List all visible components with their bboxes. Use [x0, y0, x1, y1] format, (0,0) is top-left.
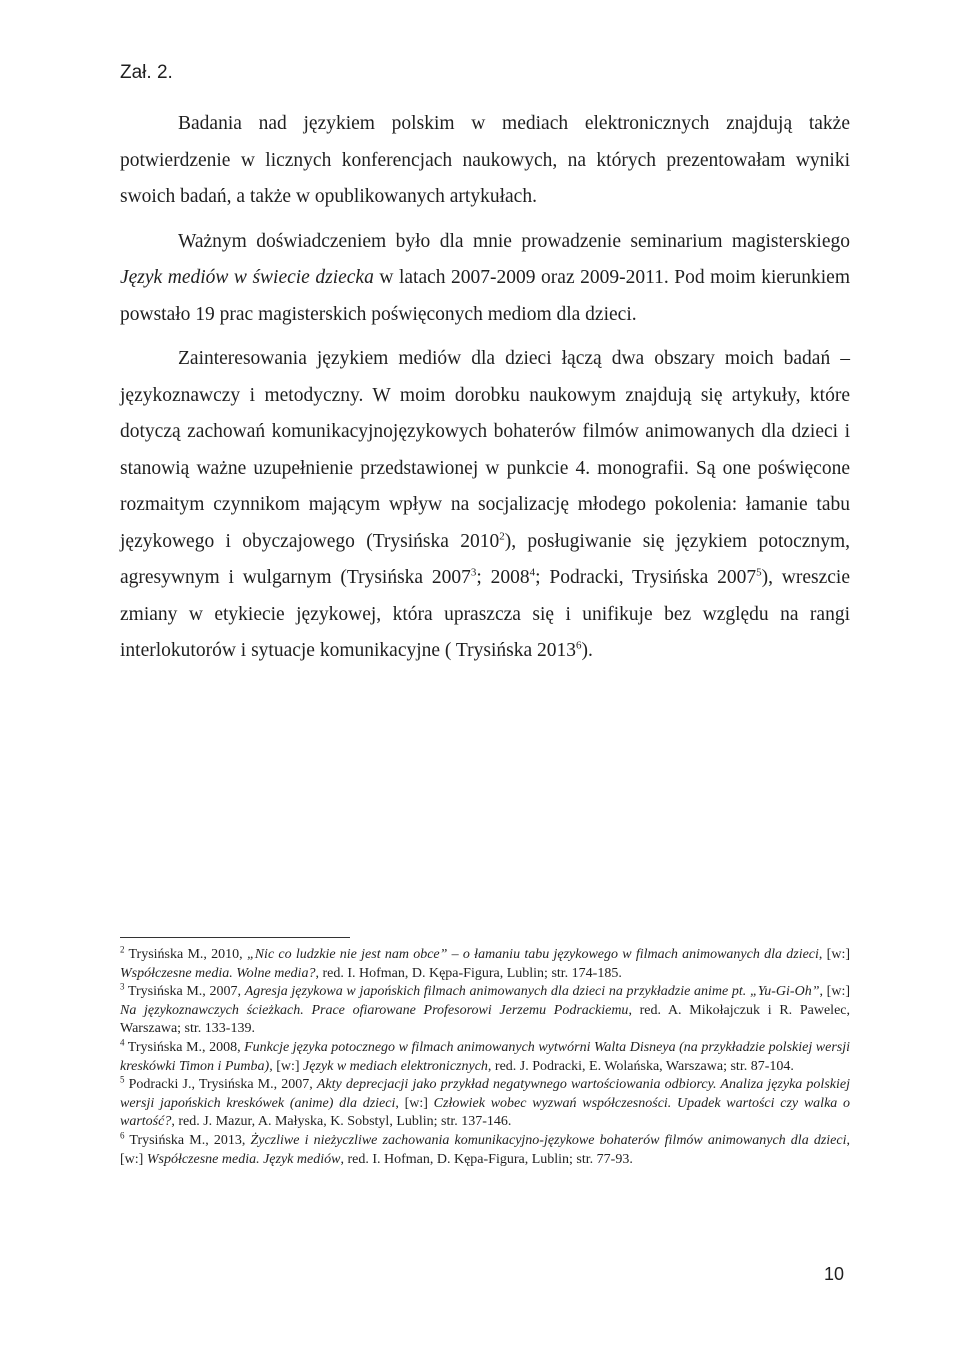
paragraph-3-text-e: ), wreszcie zmiany w etykiecie językowej, która upraszcza się i unifikuje bez względu na rangi interlokutorów i sytuacje komunikacyjne ( Trysińska 2013: [120, 567, 850, 661]
footnote-volume: Na językoznawczych ścieżkach. Prace ofiarowane Profesorowi Jerzemu Podrackiemu: [120, 1002, 629, 1018]
footnote-volume: Człowiek wobec wyzwań współczesności. Upadek wartości czy walka o wartość?: [120, 1095, 851, 1130]
footnote-details: , red. J. Podracki, E. Wolańska, Warszawa; str. 87-104.: [487, 1058, 794, 1074]
footnote-author: Trysińska M., 2008,: [124, 1039, 245, 1055]
paragraph-2-text-b: w latach 2007-2009 oraz 2009-2011. Pod moim kierunkiem powstało 19 prac magisterskich poświęconych mediom dla dzieci.: [120, 267, 851, 325]
footnote-in: , [w:]: [818, 947, 851, 962]
footnote-title: Agresja językowa w japońskich filmach animowanych dla dzieci na przykładzie anime pt. „Yu-Gi-Oh”: [244, 984, 820, 1000]
footnote-in: , [w:]: [269, 1058, 304, 1074]
footnote-4: [120, 1039, 850, 1076]
footnote-5: [120, 1076, 850, 1132]
footnote-details: , red. I. Hofman, D. Kępa-Figura, Lublin; str. 77-93.: [340, 1151, 633, 1167]
footnote-number: 4: [120, 1037, 125, 1048]
footnote-number: 3: [120, 981, 125, 992]
footnote-title: „Nic co ludzkie nie jest nam obce” – o łamaniu tabu językowego w filmach animowanych dla dzieci: [246, 947, 819, 962]
footnotes: [120, 946, 850, 1169]
footnote-volume: Współczesne media. Wolne media?: [120, 965, 316, 981]
footnote-author: Trysińska M., 2007,: [124, 984, 245, 1000]
paragraph-3-text-b: ), posługiwanie się językiem potocznym, agresywnym i wulgarnym (Trysińska 2007: [120, 530, 850, 588]
footnote-title: Życzliwe i nieżyczliwe zachowania komunikacyjno-językowe bohaterów filmów animowanych dla dzieci: [250, 1132, 847, 1148]
footnote-author: Trysińska M., 2013,: [124, 1132, 251, 1148]
footnote-3: [120, 983, 850, 1039]
footnote-in: , [w:]: [819, 984, 850, 1000]
footnote-author: Podracki J., Trysińska M., 2007,: [124, 1077, 317, 1093]
paragraph-2-text-a: Ważnym doświadczeniem było dla mnie prowadzenie seminarium magisterskiego: [178, 230, 850, 252]
footnote-title: Funkcje języka potocznego w filmach animowanych wytwórni Walta Disneya (na przykładzie polskiej wersji kreskówki Timon i Pumba): [120, 1039, 850, 1074]
footnote-author: Trysińska M., 2010,: [124, 947, 247, 962]
footnote-details: , red. A. Mikołajczuk i R. Pawelec, Warszawa; str. 133-139.: [120, 1002, 850, 1037]
footnote-volume: Język w mediach elektronicznych: [303, 1058, 488, 1074]
paragraph-3-text-d: ; Podracki, Trysińska 2007: [535, 567, 757, 588]
footnote-in: , [w:]: [120, 1132, 850, 1167]
footnote-number: 5: [120, 1074, 125, 1085]
footnote-separator: [120, 937, 350, 938]
footnote-number: 2: [120, 944, 125, 955]
footnote-volume: Współczesne media. Język mediów: [146, 1151, 341, 1167]
footnote-2: [120, 946, 850, 983]
paragraph-3: [120, 341, 850, 670]
attachment-label: Zał. 2.: [120, 62, 173, 83]
footnote-details: , red. J. Mazur, A. Małyska, K. Sobstyl, Lublin; str. 137-146.: [171, 1114, 512, 1130]
footnote-ref-2[interactable]: 2: [499, 530, 505, 542]
paragraph-3-text-c: ; 2008: [476, 567, 530, 588]
paragraph-3-text-a: Zainteresowania językiem mediów dla dzieci łączą dwa obszary moich badań – językoznawczy i metodyczny. W moim dorobku naukowym znajdują się artykuły, które dotyczą zachowań komunikacyjnojęzykowych bohaterów filmów animowanych dla dzieci i stanowią ważne uzupełnienie przedstawionej w punkcie 4. monografii. Są one poświęcone rozmaitym czynnikom mającym wpływ na socjalizację młodego pokolenia: łamanie tabu językowego i obyczajowego (Trysińska 2010: [120, 348, 850, 552]
page-number: 10: [824, 1264, 845, 1284]
main-text: [120, 106, 850, 678]
paragraph-2: [120, 224, 850, 334]
footnote-details: , red. I. Hofman, D. Kępa-Figura, Lublin; str. 174-185.: [315, 965, 622, 981]
footnote-title: Akty deprecjacji jako przykład negatywnego wartościowania odbiorcy. Analiza języka polskiej wersji japońskich kreskówek (anime) dla dzieci: [120, 1077, 850, 1111]
footnote-ref-3[interactable]: 3: [470, 566, 477, 579]
paragraph-1-text: Badania nad językiem polskim w mediach elektronicznych znajdują także potwierdzenie w licznych konferencjach naukowych, na których prezentowałam wyniki swoich badań, a także w opublikowanych artykułach.: [120, 113, 850, 207]
footnote-6: [120, 1132, 850, 1169]
footnote-number: 6: [120, 1130, 125, 1141]
seminar-title: Język mediów w świecie dziecka: [120, 267, 374, 288]
paragraph-1: [120, 106, 850, 216]
footnote-ref-6[interactable]: 6: [576, 639, 582, 652]
footnote-ref-5[interactable]: 5: [756, 566, 762, 579]
footnote-in: , [w:]: [395, 1095, 434, 1111]
paragraph-3-text-f: ).: [581, 640, 593, 661]
footnote-ref-4[interactable]: 4: [529, 566, 536, 579]
